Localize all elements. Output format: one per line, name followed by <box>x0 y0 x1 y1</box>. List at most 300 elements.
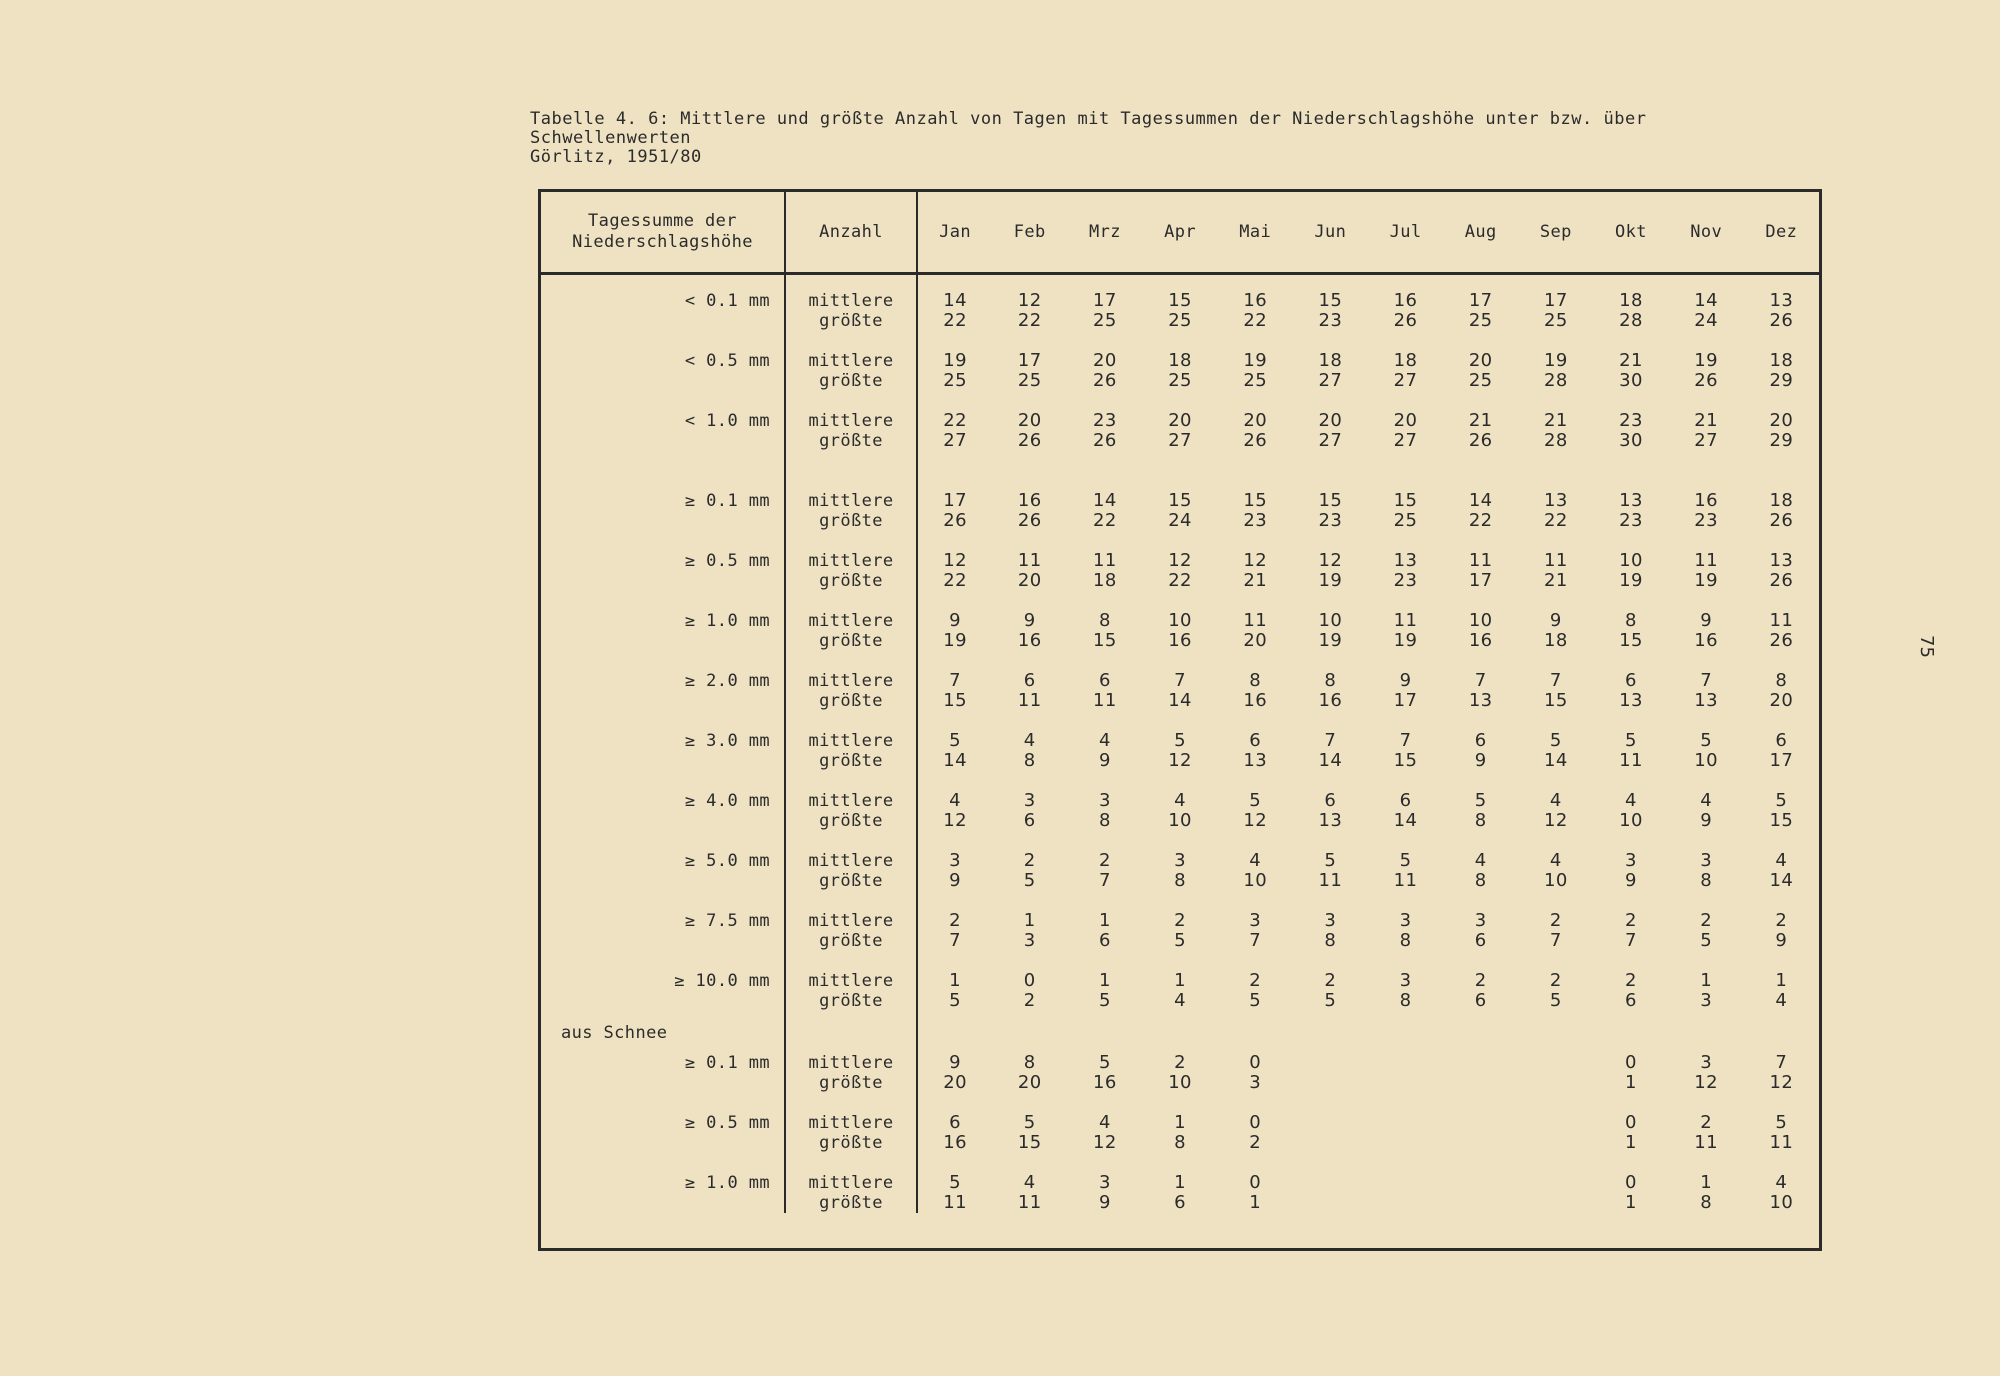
value-mittlere <box>1368 1053 1443 1073</box>
value-cell <box>917 651 992 711</box>
value-groesste: 26 <box>1694 370 1718 391</box>
label-mittlere: mittlere <box>808 291 894 311</box>
value-mittlere: 15 <box>1393 490 1418 511</box>
value-groesste <box>1518 1133 1593 1153</box>
value-groesste: 8 <box>1399 990 1412 1011</box>
value-mittlere: 19 <box>1243 350 1268 371</box>
value-mittlere: 1 <box>1700 970 1713 991</box>
value-groesste: 7 <box>1249 930 1262 951</box>
value-cell <box>1368 331 1443 391</box>
value-cell <box>1593 1153 1668 1213</box>
value-mittlere: 5 <box>1249 790 1262 811</box>
value-cell <box>1518 331 1593 391</box>
table-caption <box>530 110 1830 167</box>
value-mittlere: 7 <box>1174 670 1186 691</box>
value-cell <box>1142 274 1217 332</box>
value-groesste: 26 <box>943 510 967 531</box>
value-cell <box>1744 591 1819 651</box>
label-mittlere: mittlere <box>808 491 894 511</box>
value-cell <box>1368 1093 1443 1153</box>
value-groesste: 26 <box>1769 630 1794 651</box>
value-mittlere: 5 <box>1174 730 1186 751</box>
value-mittlere: 13 <box>1619 490 1643 511</box>
value-groesste: 27 <box>1318 430 1343 451</box>
value-cell <box>1293 1153 1368 1213</box>
value-groesste: 7 <box>1625 930 1637 951</box>
label-groesste: größte <box>819 751 883 771</box>
table-row <box>541 831 1819 891</box>
value-mittlere: 11 <box>1243 610 1268 631</box>
value-groesste: 8 <box>1023 750 1036 771</box>
value-cell <box>1669 1043 1744 1093</box>
label-mittlere: mittlere <box>808 611 894 631</box>
value-cell <box>1518 1153 1593 1213</box>
value-mittlere: 5 <box>1775 790 1788 811</box>
value-groesste: 6 <box>1098 930 1111 951</box>
value-cell <box>1744 951 1819 1011</box>
value-mittlere: 6 <box>1249 730 1262 751</box>
value-mittlere: 16 <box>1393 290 1418 311</box>
value-cell <box>1443 1043 1518 1093</box>
value-mittlere: 14 <box>943 290 967 311</box>
value-mittlere <box>1518 1053 1593 1073</box>
label-mittlere: mittlere <box>808 551 894 571</box>
value-cell <box>1443 771 1518 831</box>
value-mittlere: 4 <box>1023 730 1036 751</box>
label-mittlere: mittlere <box>808 911 894 931</box>
value-mittlere: 0 <box>1249 1112 1262 1133</box>
value-groesste: 30 <box>1619 430 1643 451</box>
value-cell <box>1744 1153 1819 1213</box>
value-mittlere: 8 <box>1324 670 1337 691</box>
value-groesste: 23 <box>1393 570 1418 591</box>
value-cell <box>1218 771 1293 831</box>
value-groesste: 22 <box>943 310 967 331</box>
value-cell <box>1067 1153 1142 1213</box>
value-cell <box>992 1043 1067 1093</box>
value-mittlere: 3 <box>949 850 961 871</box>
label-groesste: größte <box>819 931 883 951</box>
value-groesste: 14 <box>1769 870 1794 891</box>
value-cell <box>1293 891 1368 951</box>
value-cell <box>1067 274 1142 332</box>
value-groesste <box>1368 1133 1443 1153</box>
value-mittlere: 19 <box>1543 350 1568 371</box>
value-mittlere: 10 <box>1468 610 1493 631</box>
value-groesste: 21 <box>1243 570 1268 591</box>
value-mittlere: 0 <box>1249 1052 1262 1073</box>
value-groesste: 11 <box>1619 750 1643 771</box>
value-cell <box>1744 274 1819 332</box>
value-mittlere: 9 <box>1399 670 1412 691</box>
value-cell <box>992 1153 1067 1213</box>
value-mittlere: 16 <box>1694 490 1718 511</box>
value-mittlere: 9 <box>1023 610 1036 631</box>
value-groesste: 27 <box>1393 430 1418 451</box>
label-groesste: größte <box>819 311 883 331</box>
table-row <box>541 771 1819 831</box>
value-mittlere: 20 <box>1318 410 1343 431</box>
header-month: Jun <box>1293 192 1368 274</box>
value-mittlere: 8 <box>1625 610 1637 631</box>
value-groesste: 16 <box>1168 630 1192 651</box>
value-mittlere: 2 <box>1249 970 1262 991</box>
value-cell <box>1368 274 1443 332</box>
threshold-cell: ≥ 10.0 mm <box>541 951 785 1011</box>
value-groesste: 14 <box>943 750 967 771</box>
label-groesste: größte <box>819 431 883 451</box>
value-mittlere: 20 <box>1017 410 1042 431</box>
value-cell <box>1142 1153 1217 1213</box>
value-groesste: 13 <box>1243 750 1268 771</box>
value-cell <box>1593 711 1668 771</box>
value-mittlere: 6 <box>1098 670 1111 691</box>
value-mittlere: 11 <box>1093 550 1117 571</box>
value-cell <box>1669 771 1744 831</box>
value-cell <box>1142 451 1217 531</box>
value-mittlere: 20 <box>1168 410 1192 431</box>
value-mittlere: 6 <box>1775 730 1788 751</box>
value-mittlere <box>1293 1173 1368 1193</box>
value-groesste: 9 <box>1775 930 1788 951</box>
value-cell <box>1593 831 1668 891</box>
value-groesste: 11 <box>943 1192 967 1213</box>
value-cell <box>1593 391 1668 451</box>
value-mittlere: 0 <box>1625 1172 1637 1193</box>
value-cell <box>1142 951 1217 1011</box>
value-groesste: 26 <box>1017 430 1042 451</box>
value-mittlere: 2 <box>1775 910 1788 931</box>
value-mittlere <box>1443 1173 1518 1193</box>
value-cell <box>992 1093 1067 1153</box>
value-cell <box>1518 591 1593 651</box>
value-groesste: 11 <box>1093 690 1117 711</box>
value-groesste: 13 <box>1619 690 1643 711</box>
value-mittlere: 9 <box>1549 610 1562 631</box>
value-mittlere: 12 <box>943 550 967 571</box>
value-cell <box>992 274 1067 332</box>
value-groesste: 27 <box>1318 370 1343 391</box>
label-mittlere: mittlere <box>808 671 894 691</box>
value-groesste: 22 <box>1168 570 1192 591</box>
value-groesste: 11 <box>1769 1132 1794 1153</box>
value-groesste: 19 <box>943 630 967 651</box>
value-groesste: 7 <box>1549 930 1562 951</box>
value-groesste: 9 <box>949 870 961 891</box>
value-cell <box>917 711 992 771</box>
value-cell <box>917 451 992 531</box>
label-mittlere: mittlere <box>808 851 894 871</box>
value-mittlere: 2 <box>1174 910 1186 931</box>
value-mittlere: 5 <box>1700 730 1713 751</box>
header-month: Jan <box>917 192 992 274</box>
value-mittlere: 19 <box>1694 350 1718 371</box>
value-mittlere: 20 <box>1769 410 1794 431</box>
value-groesste <box>1518 1073 1593 1093</box>
value-mittlere: 13 <box>1769 550 1794 571</box>
value-groesste: 23 <box>1243 510 1268 531</box>
value-groesste: 8 <box>1098 810 1111 831</box>
value-mittlere: 16 <box>1017 490 1042 511</box>
value-cell <box>1218 1153 1293 1213</box>
value-cell <box>1368 391 1443 451</box>
value-mittlere: 1 <box>1098 970 1111 991</box>
value-groesste: 19 <box>1619 570 1643 591</box>
value-mittlere: 2 <box>1098 850 1111 871</box>
value-mittlere: 9 <box>949 610 961 631</box>
value-cell <box>1142 1093 1217 1153</box>
value-cell <box>1518 1043 1593 1093</box>
value-groesste: 8 <box>1474 870 1487 891</box>
value-mittlere: 3 <box>1324 910 1337 931</box>
value-cell <box>1368 951 1443 1011</box>
value-mittlere: 4 <box>1775 1172 1788 1193</box>
value-cell <box>1368 1153 1443 1213</box>
value-groesste: 20 <box>1017 570 1042 591</box>
value-groesste: 19 <box>1694 570 1718 591</box>
value-mittlere: 0 <box>1625 1112 1637 1133</box>
value-mittlere: 11 <box>1694 550 1718 571</box>
threshold-cell: ≥ 4.0 mm <box>541 771 785 831</box>
value-cell <box>1293 1093 1368 1153</box>
value-mittlere: 13 <box>1543 490 1568 511</box>
value-groesste: 26 <box>1243 430 1268 451</box>
value-mittlere: 6 <box>1474 730 1487 751</box>
value-groesste: 26 <box>1393 310 1418 331</box>
value-cell <box>1142 831 1217 891</box>
value-mittlere: 14 <box>1093 490 1117 511</box>
value-groesste: 12 <box>1168 750 1192 771</box>
value-cell <box>1518 274 1593 332</box>
value-groesste <box>1368 1073 1443 1093</box>
value-mittlere: 15 <box>1318 290 1343 311</box>
value-cell <box>1293 391 1368 451</box>
value-mittlere: 4 <box>1474 850 1487 871</box>
value-cell <box>1218 451 1293 531</box>
value-groesste: 26 <box>1769 570 1794 591</box>
value-mittlere: 6 <box>1324 790 1337 811</box>
caption-line-3: Görlitz, 1951/80 <box>530 147 702 167</box>
value-groesste: 14 <box>1168 690 1192 711</box>
page-number: 75 <box>1915 635 1937 658</box>
value-groesste: 7 <box>949 930 961 951</box>
header-month: Sep <box>1518 192 1593 274</box>
value-mittlere: 3 <box>1399 910 1412 931</box>
value-groesste: 3 <box>1023 930 1036 951</box>
value-groesste: 3 <box>1249 1072 1262 1093</box>
value-mittlere: 1 <box>949 970 961 991</box>
value-groesste: 8 <box>1324 930 1337 951</box>
table-row <box>541 891 1819 951</box>
value-cell <box>1067 771 1142 831</box>
value-groesste: 11 <box>1017 690 1042 711</box>
value-mittlere: 11 <box>1393 610 1418 631</box>
value-cell <box>1067 391 1142 451</box>
value-cell <box>1142 1043 1217 1093</box>
value-mittlere: 20 <box>1243 410 1268 431</box>
header-month: Mrz <box>1067 192 1142 274</box>
value-mittlere: 3 <box>1625 850 1637 871</box>
value-groesste: 7 <box>1098 870 1111 891</box>
header-month: Aug <box>1443 192 1518 274</box>
value-groesste: 20 <box>943 1072 967 1093</box>
value-groesste: 15 <box>1543 690 1568 711</box>
value-mittlere: 1 <box>1700 1172 1713 1193</box>
table-row <box>541 1043 1819 1093</box>
value-cell <box>1293 771 1368 831</box>
value-cell <box>917 1093 992 1153</box>
value-groesste: 26 <box>1017 510 1042 531</box>
value-cell <box>1443 951 1518 1011</box>
value-groesste: 15 <box>1769 810 1794 831</box>
value-groesste: 8 <box>1700 870 1713 891</box>
value-mittlere: 0 <box>1625 1052 1637 1073</box>
value-cell <box>1744 651 1819 711</box>
value-cell <box>1218 391 1293 451</box>
value-cell <box>1443 451 1518 531</box>
value-groesste: 8 <box>1474 810 1487 831</box>
value-cell <box>1293 591 1368 651</box>
value-cell <box>992 591 1067 651</box>
value-mittlere: 3 <box>1474 910 1487 931</box>
value-mittlere: 18 <box>1393 350 1418 371</box>
header-month: Apr <box>1142 192 1217 274</box>
value-mittlere: 12 <box>1168 550 1192 571</box>
value-groesste: 10 <box>1168 810 1192 831</box>
value-cell <box>917 391 992 451</box>
value-mittlere: 18 <box>1168 350 1192 371</box>
value-mittlere: 2 <box>1174 1052 1186 1073</box>
value-mittlere: 17 <box>1093 290 1117 311</box>
label-groesste: größte <box>819 691 883 711</box>
value-mittlere: 5 <box>1324 850 1337 871</box>
section-spacer <box>785 1011 917 1043</box>
table-row <box>541 391 1819 451</box>
table-row <box>541 1153 1819 1213</box>
value-mittlere: 13 <box>1393 550 1418 571</box>
value-cell <box>1142 711 1217 771</box>
value-groesste: 1 <box>1625 1072 1637 1093</box>
value-cell <box>1067 1093 1142 1153</box>
threshold-cell: ≥ 0.5 mm <box>541 1093 785 1153</box>
value-groesste: 10 <box>1619 810 1643 831</box>
anzahl-cell <box>785 391 917 451</box>
value-cell <box>992 451 1067 531</box>
value-cell <box>1744 1093 1819 1153</box>
value-cell <box>1744 1043 1819 1093</box>
value-groesste: 6 <box>1023 810 1036 831</box>
value-cell <box>1669 391 1744 451</box>
anzahl-cell <box>785 1153 917 1213</box>
value-mittlere: 21 <box>1468 410 1493 431</box>
value-cell <box>1669 1153 1744 1213</box>
value-cell <box>1669 651 1744 711</box>
value-groesste: 11 <box>1318 870 1343 891</box>
value-mittlere: 2 <box>1549 910 1562 931</box>
value-groesste: 27 <box>943 430 967 451</box>
value-groesste: 16 <box>1243 690 1268 711</box>
section-row <box>541 1011 1819 1043</box>
value-groesste: 14 <box>1543 750 1568 771</box>
value-groesste: 13 <box>1468 690 1493 711</box>
value-mittlere <box>1518 1113 1593 1133</box>
header-month: Feb <box>992 192 1067 274</box>
value-cell <box>992 831 1067 891</box>
value-groesste: 25 <box>1393 510 1418 531</box>
value-mittlere: 15 <box>1243 490 1268 511</box>
value-groesste <box>1443 1193 1518 1213</box>
value-cell <box>1443 391 1518 451</box>
value-cell <box>1744 711 1819 771</box>
value-cell <box>1593 1093 1668 1153</box>
value-mittlere: 21 <box>1694 410 1718 431</box>
value-cell <box>1218 951 1293 1011</box>
value-mittlere <box>1293 1113 1368 1133</box>
value-mittlere: 18 <box>1769 490 1794 511</box>
value-groesste: 12 <box>1543 810 1568 831</box>
anzahl-cell <box>785 451 917 531</box>
value-groesste: 14 <box>1318 750 1343 771</box>
value-cell <box>1744 451 1819 531</box>
value-cell <box>1443 831 1518 891</box>
value-groesste: 1 <box>1625 1132 1637 1153</box>
value-groesste: 24 <box>1694 310 1718 331</box>
value-cell <box>1669 591 1744 651</box>
label-groesste: größte <box>819 571 883 591</box>
header-month: Okt <box>1593 192 1668 274</box>
threshold-cell: ≥ 1.0 mm <box>541 591 785 651</box>
value-mittlere: 11 <box>1468 550 1493 571</box>
value-cell <box>992 951 1067 1011</box>
value-groesste: 12 <box>1694 1072 1718 1093</box>
value-cell <box>1593 1043 1668 1093</box>
value-mittlere: 20 <box>1093 350 1117 371</box>
value-groesste: 15 <box>1619 630 1643 651</box>
table-row <box>541 451 1819 531</box>
value-groesste: 27 <box>1168 430 1192 451</box>
value-groesste <box>1518 1193 1593 1213</box>
value-groesste: 19 <box>1318 630 1343 651</box>
value-cell <box>1368 531 1443 591</box>
anzahl-cell <box>785 591 917 651</box>
value-mittlere: 4 <box>1549 850 1562 871</box>
value-groesste: 9 <box>1700 810 1713 831</box>
value-mittlere <box>1443 1113 1518 1133</box>
value-cell <box>1067 531 1142 591</box>
value-mittlere: 5 <box>1474 790 1487 811</box>
value-groesste: 6 <box>1474 930 1487 951</box>
value-cell <box>917 1153 992 1213</box>
value-mittlere: 18 <box>1769 350 1794 371</box>
value-mittlere: 19 <box>943 350 967 371</box>
label-groesste: größte <box>819 511 883 531</box>
value-mittlere: 5 <box>1625 730 1637 751</box>
value-cell <box>1293 711 1368 771</box>
value-groesste: 11 <box>1393 870 1418 891</box>
value-groesste: 12 <box>1093 1132 1117 1153</box>
value-cell <box>1293 451 1368 531</box>
label-groesste: größte <box>819 1073 883 1093</box>
label-mittlere: mittlere <box>808 971 894 991</box>
value-cell <box>1218 274 1293 332</box>
value-groesste: 13 <box>1318 810 1343 831</box>
value-cell <box>1218 591 1293 651</box>
label-groesste: größte <box>819 1133 883 1153</box>
value-mittlere: 8 <box>1023 1052 1036 1073</box>
value-cell <box>992 651 1067 711</box>
value-mittlere: 18 <box>1619 290 1643 311</box>
value-cell <box>1443 531 1518 591</box>
